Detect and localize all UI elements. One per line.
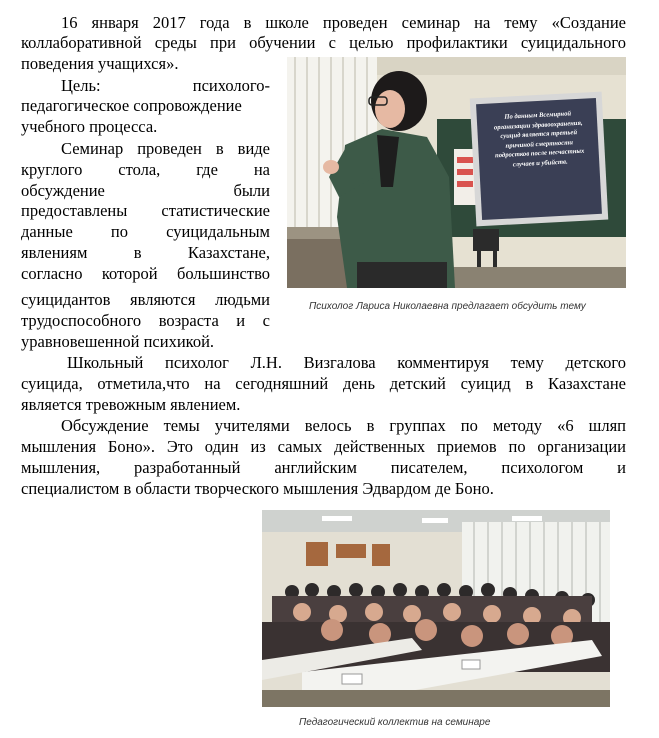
seminar-line-10: уравновешенной психикой. <box>21 332 215 351</box>
slide-line-3: суицид является третьей <box>500 129 578 141</box>
seminar-line-2: круглого стола, где на <box>21 160 270 179</box>
paragraph-intro-line-2: коллаборативной среды при обучении с целью профилактики суицидального <box>21 33 626 52</box>
bono-line-2: мышления Боно». Это один из самых действенных приемов по организации <box>21 437 626 456</box>
photo-psychologist-image <box>287 57 626 288</box>
goal-line-2: педагогическое сопровождение <box>21 96 242 115</box>
seminar-line-1: Семинар проведен в виде <box>61 139 270 158</box>
psychologist-line-1: Школьный психолог Л.Н. Визгалова комментируя тему детского <box>67 353 626 372</box>
seminar-line-6: явлениям в Казахстане, <box>21 243 270 262</box>
seminar-line-7: согласно которой большинство <box>21 264 270 283</box>
seminar-line-9: трудоспособного возраста и с <box>21 311 270 330</box>
bono-line-1: Обсуждение темы учителями велось в группах по методу «6 шляп <box>61 416 626 435</box>
photo-teachers <box>262 510 610 707</box>
slide-line-5: подростков после несчастных <box>494 148 585 160</box>
psychologist-line-2: суицида, отметила,что на сегодняшний день детский суицид в Казахстане <box>21 374 626 393</box>
slide-line-6: случаев и убийств. <box>512 158 568 169</box>
seminar-line-5: данные по суицидальным <box>21 222 270 241</box>
bono-line-4: специалистом в области творческого мышления Эдвардом де Боно. <box>21 479 494 498</box>
photo-teachers-caption: Педагогический коллектив на семинаре <box>299 717 491 728</box>
slide-line-2: организации здравоохранения, <box>493 119 583 131</box>
bono-line-3: мышления, разработанный английским писателем, психологом и <box>21 458 626 477</box>
psychologist-line-3: является тревожным явлением. <box>21 395 241 414</box>
projected-slide <box>482 108 597 171</box>
photo-psychologist-caption: Психолог Лариса Николаевна предлагает обсудить тему <box>309 301 586 312</box>
photo-teachers-image <box>262 510 610 707</box>
paragraph-intro-line-1: 16 января 2017 года в школе проведен семинар на тему «Создание <box>61 13 626 32</box>
photo-psychologist <box>287 57 626 288</box>
goal-line-3: учебного процесса. <box>21 117 158 136</box>
seminar-line-8: суицидантов являются людьми <box>21 290 270 309</box>
slide-line-1: По данным Всемирной <box>504 110 572 121</box>
seminar-line-4: предоставлены статистические <box>21 201 270 220</box>
slide-line-4: причиной смертности <box>505 139 574 150</box>
paragraph-intro-line-3: поведения учащихся». <box>21 54 179 73</box>
goal-line-1: Цель: психолого- <box>61 76 270 95</box>
seminar-line-3: обсуждение были <box>21 181 270 200</box>
